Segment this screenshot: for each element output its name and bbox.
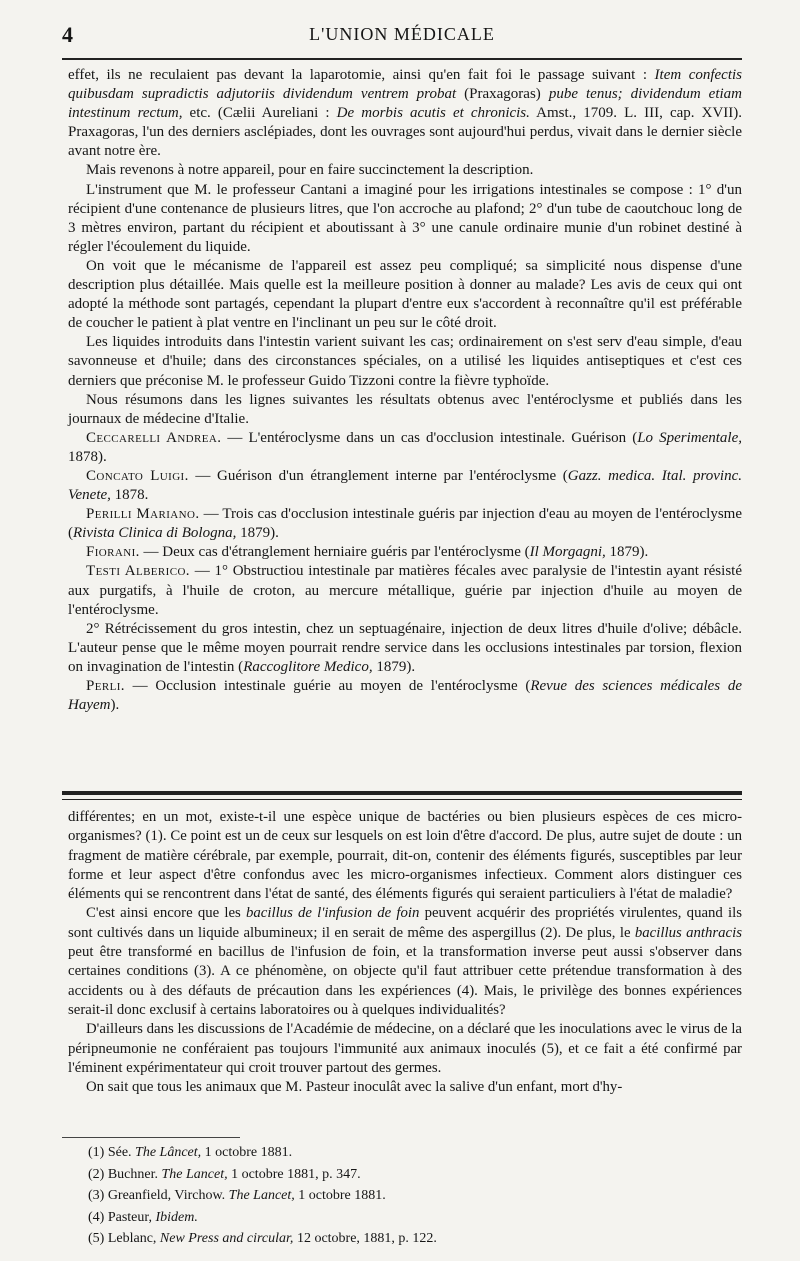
text-run: effet, ils ne reculaient pas devant la laparotomie, ainsi qu'en fait foi le passage suivant : [68,67,655,83]
italic-text: bacillus anthracis [634,924,742,941]
header-rule [62,58,742,60]
footnote-rule [62,1137,240,1138]
italic-text: The Lancet, [228,1188,295,1203]
text-run: C'est ainsi encore que les [86,905,246,922]
paragraph: Mais revenons à notre appareil, pour en faire succinctement la description. [86,162,534,179]
article-top-section [68,66,742,715]
text-run: 2° Rétrécissement du gros intestin, chez un septuagénaire, injection de deux litres d'huile d'olive; débâcle. L'auteur pense que le même moyen pourrait rendre service dans les occlusions intestinales par torsion, flexion on invagination de l'intestin ( [68,620,742,675]
italic-text: Revue des sciences médicales de Hayem [68,678,742,714]
italic-text: Ibidem. [155,1209,198,1225]
author-name: Ceccarelli Andrea. [86,429,222,446]
footnote [88,1207,680,1229]
text-run: — 1° Obstructiou intestinale par matières fécales avec paralysie de l'intestin ayant résisté aux purgatifs, à l'huile de croton, au mercure métallique, guérie par injection d'huile au moyen de l'entéroclysme. [68,563,742,618]
paragraph: différentes; en un mot, existe-t-il une espèce unique de bactéries ou bien plusieurs espèces de ces micro-organismes? (1). Ce point est un de ceux sur lesquels on est loin d'être d'accord. De plus, autre sujet de doute : un fragment de matière cérébrale, par exemple, pourrait, dit-on, contenir des éléments figurés, susceptibles par leur forme et leur aspect d'être confondus avec les micro-organismes infectieux. Comment alors distinguer ces éléments qui se rencontrent dans l'état de santé, des éléments figurés qui seraient particuliers à l'état de maladie? [68,809,742,903]
text-run: 1 octobre 1881, p. 347. [227,1166,361,1182]
page-header [62,22,742,50]
footnote [88,1142,680,1164]
text-run: — Trois cas d'occlusion intestinale guéris par injection d'eau au moyen de l'entéroclysme ( [68,506,742,542]
text-run: — L'entéroclysme dans un cas d'occlusion intestinale. Guérison ( [221,429,638,446]
text-run: peut être transformé en bacillus de l'infusion de foin, et la transformation inverse peut aussi s'observer dans certaines conditions (3). A ce phénomène, on objecte qu'il faut attribuer cette prétendue transformation à des accidents ou à des défauts de précaution dans les expériences (4). Mais, le privilège des bonnes expériences serait-il donc exclusif à certains laboratoires ou à quelques individualités? [68,944,742,1018]
text-run: 1878. [110,487,149,504]
text-run: 1879). [605,544,649,561]
italic-text: The Lancet, [161,1166,228,1182]
paragraph: Nous résumons dans les lignes suivantes les résultats obtenus avec l'entéroclysme et publiés dans les journaux de médecine d'Italie. [68,391,742,427]
footnote [88,1164,680,1186]
italic-text: Lo Sperimentale, [637,429,742,446]
citation-entry [68,543,742,562]
running-title: L'UNION MÉDICALE [309,24,495,44]
text-run: 1879). [372,658,416,675]
citation-entry [68,505,742,543]
text-run: (Praxagoras) [456,86,549,103]
paragraph: On voit que le mécanisme de l'appareil est assez peu compliqué; sa simplicité nous dispense d'une description plus détaillée. Mais quelle est la meilleure position à donner au malade? Les avis de ceux qui ont adopté la méthode sont partagés, cependant la plupart d'entre eux s'accordent à reconnaître qu'il est préférable de coucher le patient à plat ventre en l'inclinant un peu sur le côté droit. [68,257,742,332]
footnote [88,1185,680,1207]
italic-text: Gazz. medica. Ital. provinc. Venete, [68,467,742,504]
text-run: peuvent acquérir des propriétés virulentes, quand ils sont cultivés dans un liquide albumineux; il en serait de même des aspergillus (2). De plus, le [68,905,742,941]
citation-entry [68,467,742,505]
text-run: ). [110,697,120,714]
italic-text: Item confectis quibusdam supradictis adjutoriis dividendum ventrem probat [68,67,743,103]
paragraph [68,904,742,1020]
paragraph [68,66,742,161]
text-run: — Guérison d'un étranglement interne par l'entéroclysme ( [188,467,568,484]
citation-entry [68,677,742,715]
citation-entry [68,620,742,677]
italic-text: New Press and circular, [159,1231,294,1246]
italic-text: Rivista Clinica di Bologna, [73,525,237,542]
italic-text: Il Morgagni, [529,544,606,561]
text-run: etc. (Cælii Aureliani : [182,105,337,122]
author-name: Perilli Mariano. [86,506,200,523]
author-name: Concato Luigi. [86,467,189,484]
author-name: Fiorani. [86,544,140,561]
text-run: 1879). [236,525,279,542]
text-run: — Occlusion intestinale guérie au moyen de l'entéroclysme ( [124,678,531,694]
text-run: (1) Sée. [88,1145,136,1160]
article-bottom-section [68,808,742,1097]
italic-text: Raccoglitore Medico, [243,658,373,675]
italic-text: pube tenus; dividendum etiam intestinum rectum, [68,86,742,122]
author-name: Testi Alberico. [86,563,190,580]
text-run: (3) Greanfield, Virchow. [88,1188,229,1203]
text-run: (2) Buchner. [88,1166,162,1182]
section-divider-thin [62,799,742,800]
author-name: Perli. [86,678,125,694]
text-run: (4) Pasteur, [88,1209,156,1225]
italic-text: De morbis acutis et chronicis. [336,105,530,122]
paragraph: D'ailleurs dans les discussions de l'Académie de médecine, on a déclaré que les inoculations avec le virus de la péripneumonie ne conféraient pas toujours l'immunité aux animaux inoculés (5), et ce fait a été confirmé par l'éminent expérimentateur qui croit trouver partout des germes. [68,1021,742,1076]
footnotes [88,1142,680,1250]
text-run: 1878). [68,448,107,465]
section-divider-thick [62,791,742,795]
citation-entry [68,429,742,467]
text-run: Amst., 1709. L. III, cap. XVII). Praxagoras, l'un des derniers asclépiades, dont les ouvrages sont aujourd'hui perdus, vivait dans le dernier siècle avant notre ère. [68,105,743,160]
page-number: 4 [62,22,73,47]
text-run: 12 octobre, 1881, p. 122. [293,1231,437,1246]
text-run: 1 octobre 1881. [201,1145,293,1160]
footnote [88,1228,680,1250]
italic-text: bacillus de l'infusion de foin [245,905,420,922]
citation-entry [68,562,742,619]
paragraph: Les liquides introduits dans l'intestin varient suivant les cas; ordinairement on s'est serv d'eau simple, d'eau savonneuse et d'huile; dans des circonstances spéciales, on a utilisé les liquides antiseptiques et c'est ces derniers que préconise M. le professeur Guido Tizzoni contre la fièvre typhoïde. [68,334,742,389]
italic-text: The Lâncet, [135,1145,202,1160]
paragraph: On sait que tous les animaux que M. Pasteur inoculât avec la salive d'un enfant, mort d'hy- [86,1079,623,1096]
text-run: — Deux cas d'étranglement herniaire guéris par l'entéroclysme ( [139,544,530,561]
text-run: (5) Leblanc, [88,1231,160,1246]
paragraph: L'instrument que M. le professeur Cantani a imaginé pour les irrigations intestinales se compose : 1° d'un récipient d'une contenance de plusieurs litres, que l'on accroche au plafond; 2° d'un tube de caoutchouc long de 3 mètres environ, partant du récipient et aboutissant à 3° une canule ordinaire munie d'un robinet destiné à régler l'écoulement du liquide. [68,181,742,255]
text-run: 1 octobre 1881. [294,1188,386,1203]
